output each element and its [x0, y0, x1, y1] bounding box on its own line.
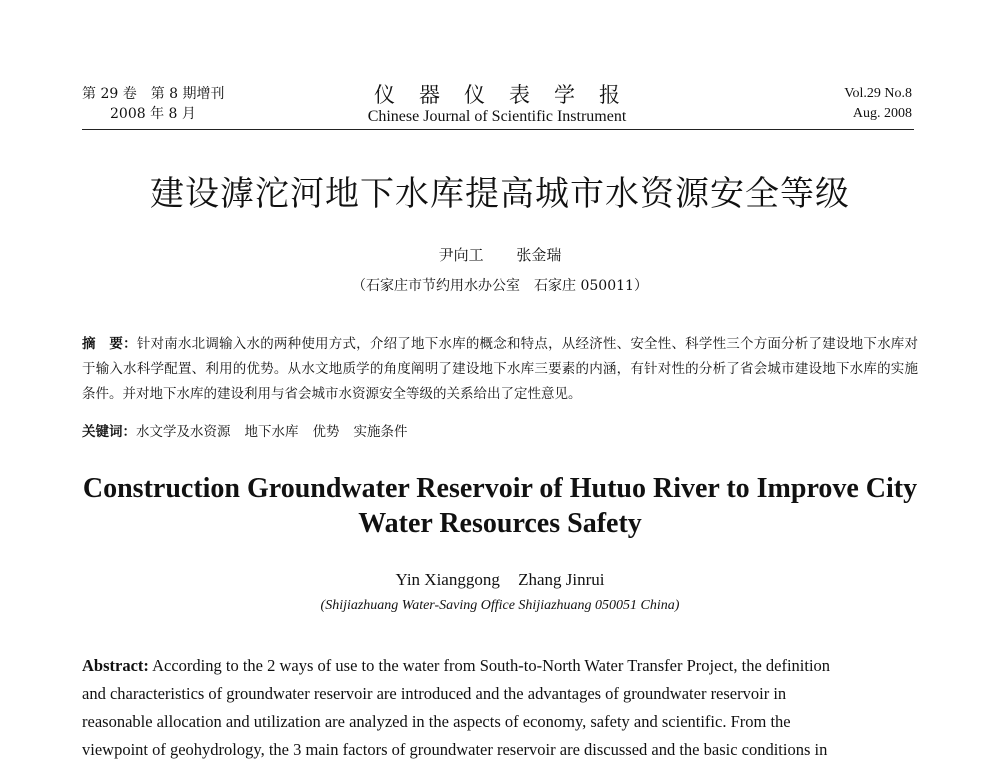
- keyword-cn-4: 实施条件: [353, 424, 408, 440]
- keyword-cn-2: 地下水库: [244, 424, 299, 440]
- issue-date-cn: 2008 年 8 月: [110, 106, 196, 122]
- keyword-cn-1: 水文学及水资源: [136, 424, 231, 440]
- author-cn-1: 尹向工: [438, 246, 484, 264]
- author-cn-2: 张金瑞: [516, 246, 562, 264]
- abstract-en-text-1: According to the 2 ways of use to the water from South-to-North Water Transfer Project, the definition: [148, 656, 831, 675]
- issue-date-en: Aug. 2008: [852, 106, 912, 121]
- paper-title-en-line-1: Construction Groundwater Reservoir of Hutuo River to Improve City: [82, 473, 918, 504]
- abstract-cn: [82, 332, 918, 407]
- journal-name-cn: 仪器仪表学报: [374, 83, 644, 107]
- abstract-cn-text: 针对南水北调输入水的两种使用方式，介绍了地下水库的概念和特点，从经济性、安全性、科学性三个方面分析了建设地下水库对于输入水科学配置、利用的优势。从水文地质学的角度阐明了建设地下水库三要素的内涵，有针对性的分析了省会城市建设地下水库的实施条件。并对地下水库的建设利用与省会城市水资源安全等级的关系给出了定性意见。: [82, 336, 919, 402]
- keywords-cn-label: 关键词：: [82, 424, 136, 440]
- journal-name-en: Chinese Journal of Scientific Instrument: [367, 108, 627, 125]
- abstract-en-line-3: reasonable allocation and utilization are analyzed in the aspects of economy, safety and scientific. From the: [82, 712, 791, 731]
- keyword-cn-3: 优势: [312, 424, 340, 440]
- author-en-2: Zhang Jinrui: [518, 570, 605, 589]
- affiliation-en: (Shijiazhuang Water-Saving Office Shijiazhuang 050051 China): [320, 598, 680, 613]
- header-rule: [82, 129, 914, 130]
- paper-title-cn: 建设滹沱河地下水库提高城市水资源安全等级: [150, 174, 850, 214]
- keywords-cn: [82, 420, 918, 445]
- paper-title-en-line-2: Water Resources Safety: [358, 508, 642, 539]
- volume-issue: 第 29 卷 第 8 期增刊: [82, 86, 225, 102]
- abstract-en-line-2: and characteristics of groundwater reservoir are introduced and the advantages of groundwater reservoir in: [82, 684, 787, 703]
- affiliation-cn: （石家庄市节约用水办公室 石家庄 050011）: [352, 278, 648, 294]
- abstract-en-line-1: [82, 652, 918, 680]
- paper-title-en: [0, 471, 1000, 541]
- journal-name: [82, 84, 912, 127]
- abstract-en-label: Abstract:: [82, 656, 149, 675]
- volume-number-en: Vol.29 No.8: [844, 86, 912, 101]
- journal-header: [82, 84, 912, 134]
- abstract-cn-label: 摘 要：: [82, 336, 137, 352]
- volume-info-en: [844, 84, 912, 124]
- authors-cn: [0, 244, 1000, 265]
- abstract-en-line-4: viewpoint of geohydrology, the 3 main factors of groundwater reservoir are discussed and the basic conditions in: [82, 740, 828, 759]
- abstract-en: [82, 652, 918, 764]
- author-en-1: Yin Xianggong: [395, 570, 500, 589]
- authors-en: [0, 570, 1000, 590]
